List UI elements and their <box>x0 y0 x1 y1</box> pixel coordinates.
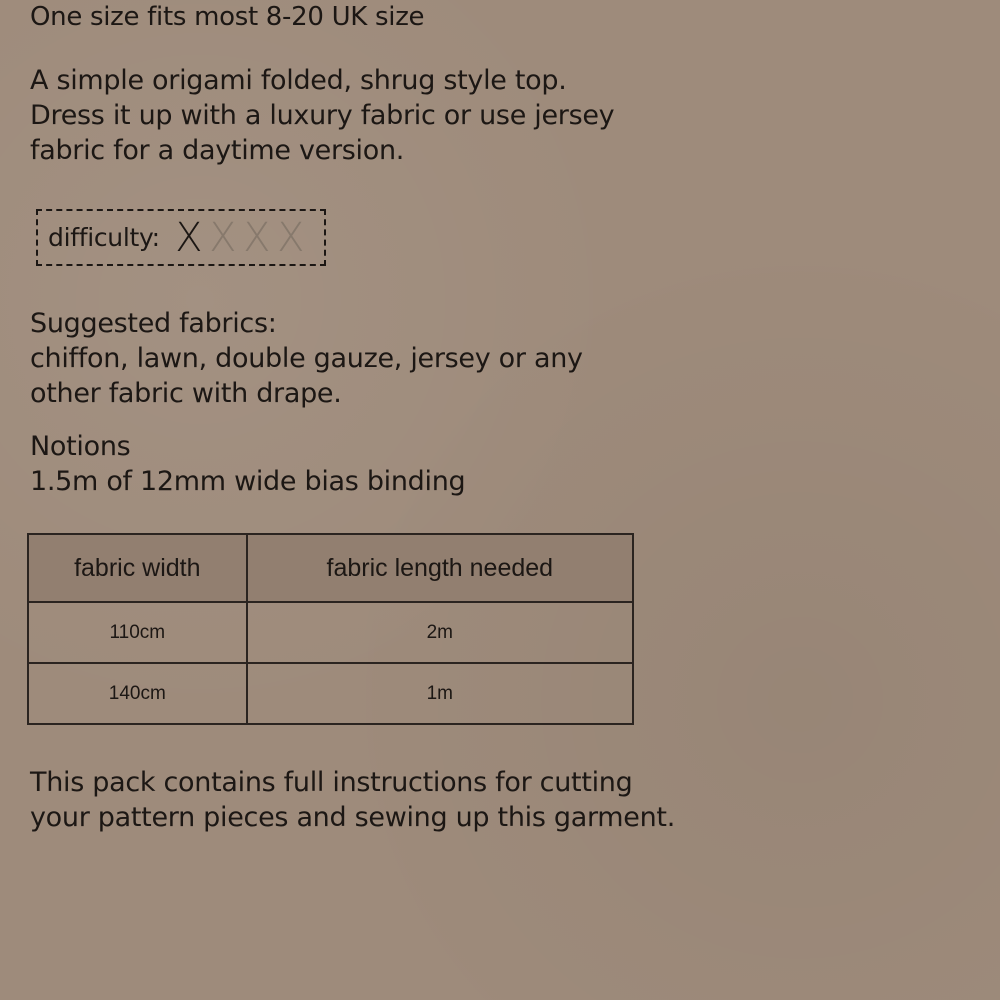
table-cell: 2m <box>247 602 633 663</box>
fabrics-line: chiffon, lawn, double gauze, jersey or any <box>30 343 583 374</box>
cross-icon-inactive: X <box>277 214 305 261</box>
fabrics-line: other fabric with drape. <box>30 378 342 409</box>
suggested-fabrics <box>30 306 583 411</box>
table-cell: 140cm <box>28 663 247 724</box>
cross-icon-inactive: X <box>243 214 271 261</box>
size-info: One size fits most 8-20 UK size <box>30 2 425 32</box>
table-row <box>28 663 633 724</box>
cross-icon-inactive: X <box>209 214 237 261</box>
table-cell: 110cm <box>28 602 247 663</box>
notions <box>30 429 465 499</box>
difficulty-label: difficulty: <box>48 223 160 252</box>
description-line: Dress it up with a luxury fabric or use jersey <box>30 100 615 131</box>
difficulty-box <box>36 209 326 266</box>
description <box>30 63 614 168</box>
notions-value: 1.5m of 12mm wide bias binding <box>30 466 466 497</box>
closing-line: This pack contains full instructions for cutting <box>30 767 633 798</box>
difficulty-rating <box>172 214 308 261</box>
notions-heading: Notions <box>30 431 131 462</box>
cross-icon-active: X <box>175 214 203 261</box>
description-line: A simple origami folded, shrug style top. <box>30 65 567 96</box>
table-cell: 1m <box>247 663 633 724</box>
description-line: fabric for a daytime version. <box>30 135 405 166</box>
table-header-row <box>28 534 633 602</box>
closing-text <box>30 765 675 835</box>
column-header: fabric width <box>28 534 247 602</box>
column-header: fabric length needed <box>247 534 633 602</box>
fabric-requirements-table <box>27 533 634 725</box>
fabrics-heading: Suggested fabrics: <box>30 308 277 339</box>
table-row <box>28 602 633 663</box>
closing-line: your pattern pieces and sewing up this garment. <box>30 802 676 833</box>
